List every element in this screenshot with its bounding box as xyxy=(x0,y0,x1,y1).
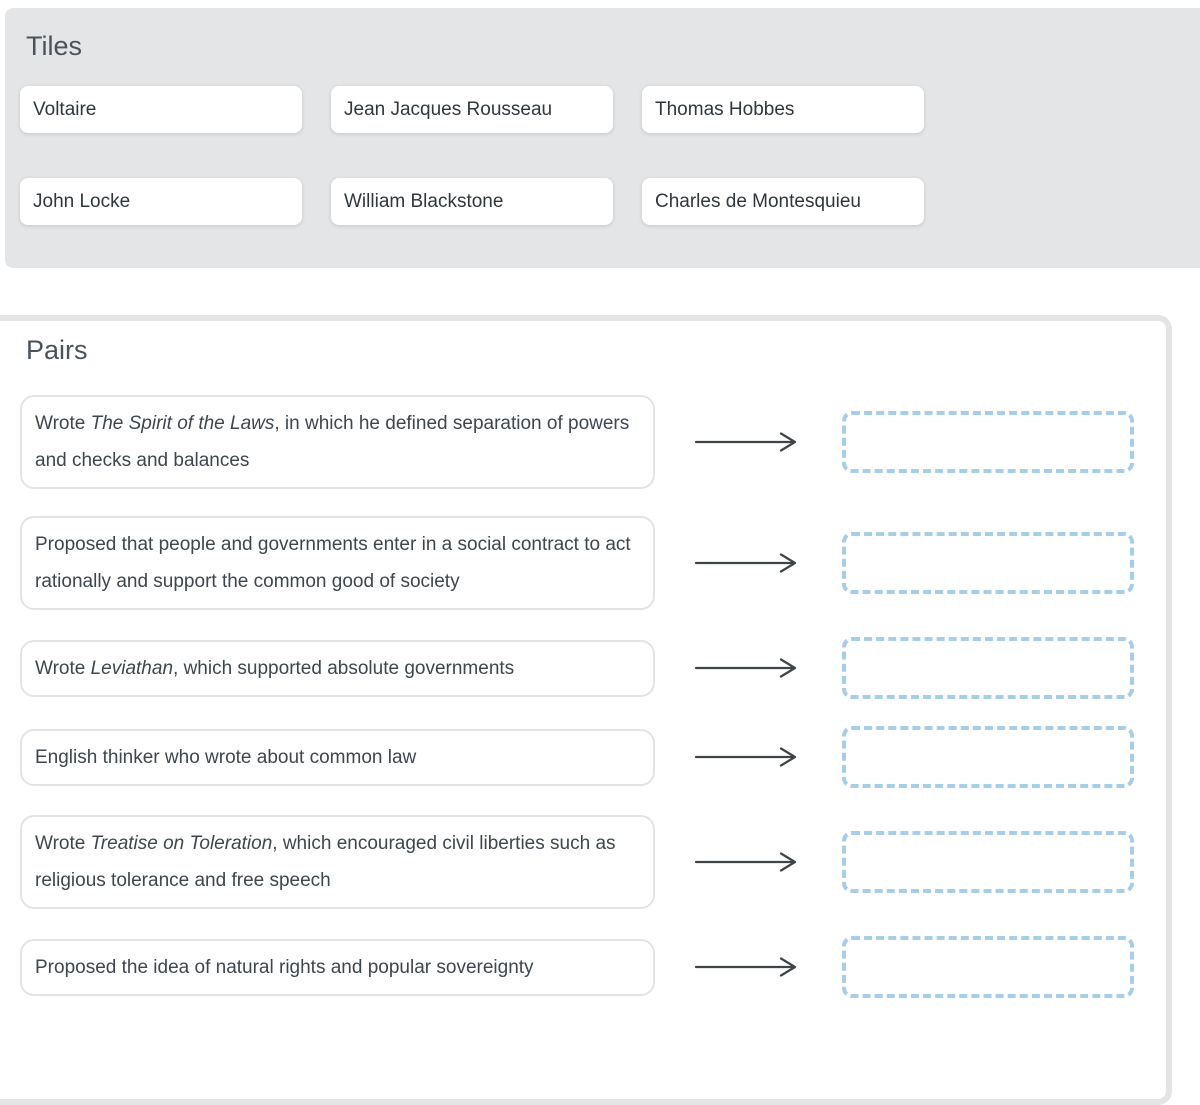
pair-text: Proposed the idea of natural rights and popular sovereignty xyxy=(35,956,534,978)
pair-text: , which encouraged civil liberties such as religious tolerance and free speech xyxy=(35,833,616,891)
tile-jean-jacques-rousseau[interactable]: Jean Jacques Rousseau xyxy=(331,86,613,133)
tile-charles-de-montesquieu[interactable]: Charles de Montesquieu xyxy=(642,178,924,225)
tiles-panel xyxy=(5,8,1200,268)
pair-text-italic: Leviathan xyxy=(90,657,174,679)
pair-description-card xyxy=(20,939,655,996)
pair-description-card xyxy=(20,395,655,489)
drop-zone[interactable] xyxy=(842,726,1134,788)
pair-description-card xyxy=(20,815,655,909)
pair-row xyxy=(20,936,1134,998)
arrow-right-icon xyxy=(694,430,804,454)
arrow-right-icon xyxy=(694,955,804,979)
tiles-title: Tiles xyxy=(26,31,83,61)
arrow-container xyxy=(655,551,842,575)
tile-john-locke[interactable]: John Locke xyxy=(20,178,302,225)
tile-thomas-hobbes[interactable]: Thomas Hobbes xyxy=(642,86,924,133)
pairs-panel xyxy=(0,315,1172,1105)
pair-description-card xyxy=(20,516,655,610)
pair-row xyxy=(20,815,1134,909)
pair-text: English thinker who wrote about common law xyxy=(35,746,417,768)
arrow-right-icon xyxy=(694,656,804,680)
arrow-right-icon xyxy=(694,850,804,874)
drop-zone[interactable] xyxy=(842,637,1134,699)
arrow-container xyxy=(655,850,842,874)
tiles-grid xyxy=(20,86,1200,225)
arrow-container xyxy=(655,955,842,979)
tile-william-blackstone[interactable]: William Blackstone xyxy=(331,178,613,225)
pair-row xyxy=(20,395,1134,489)
pairs-title: Pairs xyxy=(26,335,88,365)
pair-text: Wrote xyxy=(35,833,91,854)
arrow-right-icon xyxy=(694,745,804,769)
drop-zone[interactable] xyxy=(842,411,1134,473)
pair-row xyxy=(20,637,1134,699)
arrow-container xyxy=(655,430,842,454)
drop-zone[interactable] xyxy=(842,936,1134,998)
drop-zone[interactable] xyxy=(842,532,1134,594)
pair-text-italic: The Spirit of the Laws xyxy=(90,413,275,434)
pair-description-card xyxy=(20,729,655,786)
pair-text: Wrote xyxy=(35,413,91,434)
arrow-container xyxy=(655,745,842,769)
pair-text-italic: Treatise on Toleration xyxy=(90,833,273,854)
pair-text: Proposed that people and governments enter in a social contract to act rationally and support the common good of society xyxy=(35,534,631,592)
pair-row xyxy=(20,516,1134,610)
drop-zone[interactable] xyxy=(842,831,1134,893)
pair-text: , in which he defined separation of powers and checks and balances xyxy=(35,413,630,471)
tile-voltaire[interactable]: Voltaire xyxy=(20,86,302,133)
arrow-right-icon xyxy=(694,551,804,575)
pair-text: Wrote xyxy=(35,657,91,679)
pair-text: , which supported absolute governments xyxy=(173,657,515,679)
pair-description-card xyxy=(20,640,655,697)
pair-row xyxy=(20,726,1134,788)
arrow-container xyxy=(655,656,842,680)
